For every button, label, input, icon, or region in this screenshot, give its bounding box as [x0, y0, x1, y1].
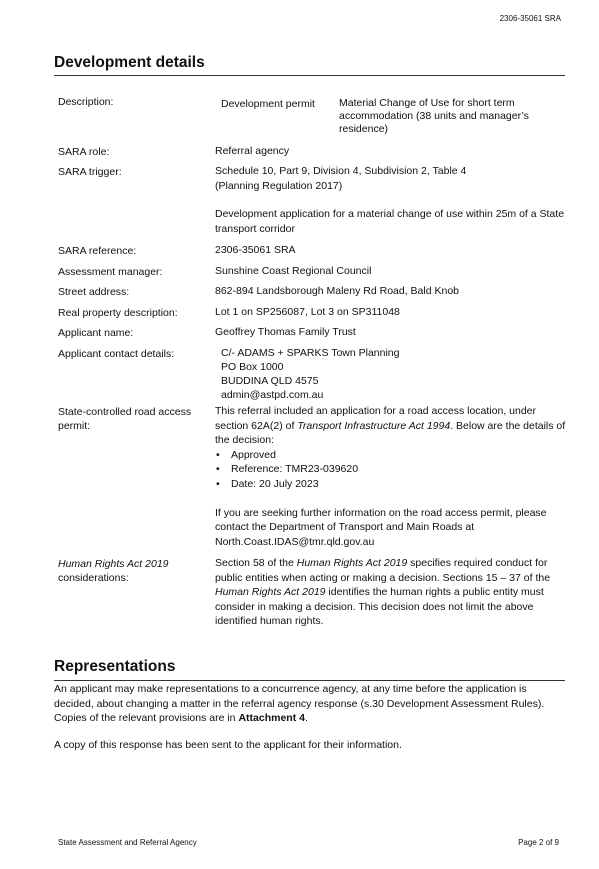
section-title-development-details: Development details: [54, 54, 205, 71]
document-reference: 2306-35061 SRA: [499, 14, 561, 23]
sara-trigger-schedule: Schedule 10, Part 9, Division 4, Subdivision 2, Table 4: [215, 165, 467, 177]
road-access-intro: This referral included an application for a road access location, under section 62A(2) of Transport Infrastructure Act 1994. Below are the details of the decision:: [215, 405, 566, 447]
sara-trigger-description: Development application for a material change of use within 25m of a State transport corridor: [215, 208, 565, 235]
applicant-name-value: Geoffrey Thomas Family Trust: [215, 326, 356, 338]
road-access-label: State-controlled road access permit:: [58, 406, 192, 432]
footer-agency: State Assessment and Referral Agency: [58, 838, 197, 847]
contact-line: PO Box 1000: [221, 361, 284, 373]
act-title: Transport Infrastructure Act 1994: [297, 419, 451, 432]
sara-reference-label: SARA reference:: [58, 245, 137, 257]
applicant-name-label: Applicant name:: [58, 327, 134, 339]
description-type: Development permit: [221, 98, 315, 110]
contact-line: BUDDINA QLD 4575: [221, 375, 319, 387]
assessment-manager-label: Assessment manager:: [58, 266, 163, 278]
human-rights-label: Human Rights Act 2019 considerations:: [58, 558, 169, 584]
description-detail: Material Change of Use for short term accommodation (38 units and manager’s residence): [339, 97, 529, 135]
sara-role-label: SARA role:: [58, 146, 110, 158]
sara-role-value: Referral agency: [215, 145, 290, 157]
road-access-value: [215, 404, 567, 549]
assessment-manager-value: Sunshine Coast Regional Council: [215, 265, 372, 277]
road-access-contact-info: If you are seeking further information on the road access permit, please contact the Department of Transport and Main Roads at North.Coast.IDAS@tmr.qld.gov.au: [215, 506, 547, 548]
decision-item: • Approved: [215, 448, 567, 463]
representations-paragraph: An applicant may make representations to a concurrence agency, at any time before the application is decided, about changing a matter in the referral agency response (s.30 Development Assessment Rules). Copies of the relevant provisions are in Attachment 4.: [54, 683, 545, 725]
section-title-representations: Representations: [54, 658, 176, 675]
decision-item: • Reference: TMR23-039620: [215, 462, 567, 477]
sara-trigger-value: [215, 164, 567, 236]
applicant-contact-value: [221, 346, 573, 402]
real-property-label: Real property description:: [58, 307, 178, 319]
page-number: Page 2 of 9: [518, 838, 559, 847]
street-address-label: Street address:: [58, 286, 130, 298]
sara-reference-value: 2306-35061 SRA: [215, 244, 296, 256]
human-rights-value: Section 58 of the Human Rights Act 2019 specifies required conduct for public entities when acting or making a decision. Sections 15 – 37 of the Human Rights Act 2019 identifies the human rights a public entity must consider in making a decision. This decision does not limit the above identified human rights.: [215, 557, 551, 628]
attachment-reference: Attachment 4: [238, 712, 305, 725]
decision-list: [215, 448, 567, 492]
section-divider: [54, 75, 565, 76]
street-address-value: 862-894 Landsborough Maleny Rd Road, Bald Knob: [215, 285, 460, 297]
applicant-contact-label: Applicant contact details:: [58, 348, 175, 360]
sara-trigger-regulation: (Planning Regulation 2017): [215, 179, 343, 192]
sara-trigger-label: SARA trigger:: [58, 166, 122, 178]
contact-line: C/- ADAMS + SPARKS Town Planning: [221, 347, 400, 359]
description-label: Description:: [58, 96, 114, 108]
decision-item: • Date: 20 July 2023: [215, 477, 567, 492]
section-divider: [54, 680, 565, 681]
contact-email: admin@astpd.com.au: [221, 389, 324, 401]
copy-notice-paragraph: A copy of this response has been sent to the applicant for their information.: [54, 739, 402, 751]
real-property-value: Lot 1 on SP256087, Lot 3 on SP311048: [215, 306, 400, 318]
